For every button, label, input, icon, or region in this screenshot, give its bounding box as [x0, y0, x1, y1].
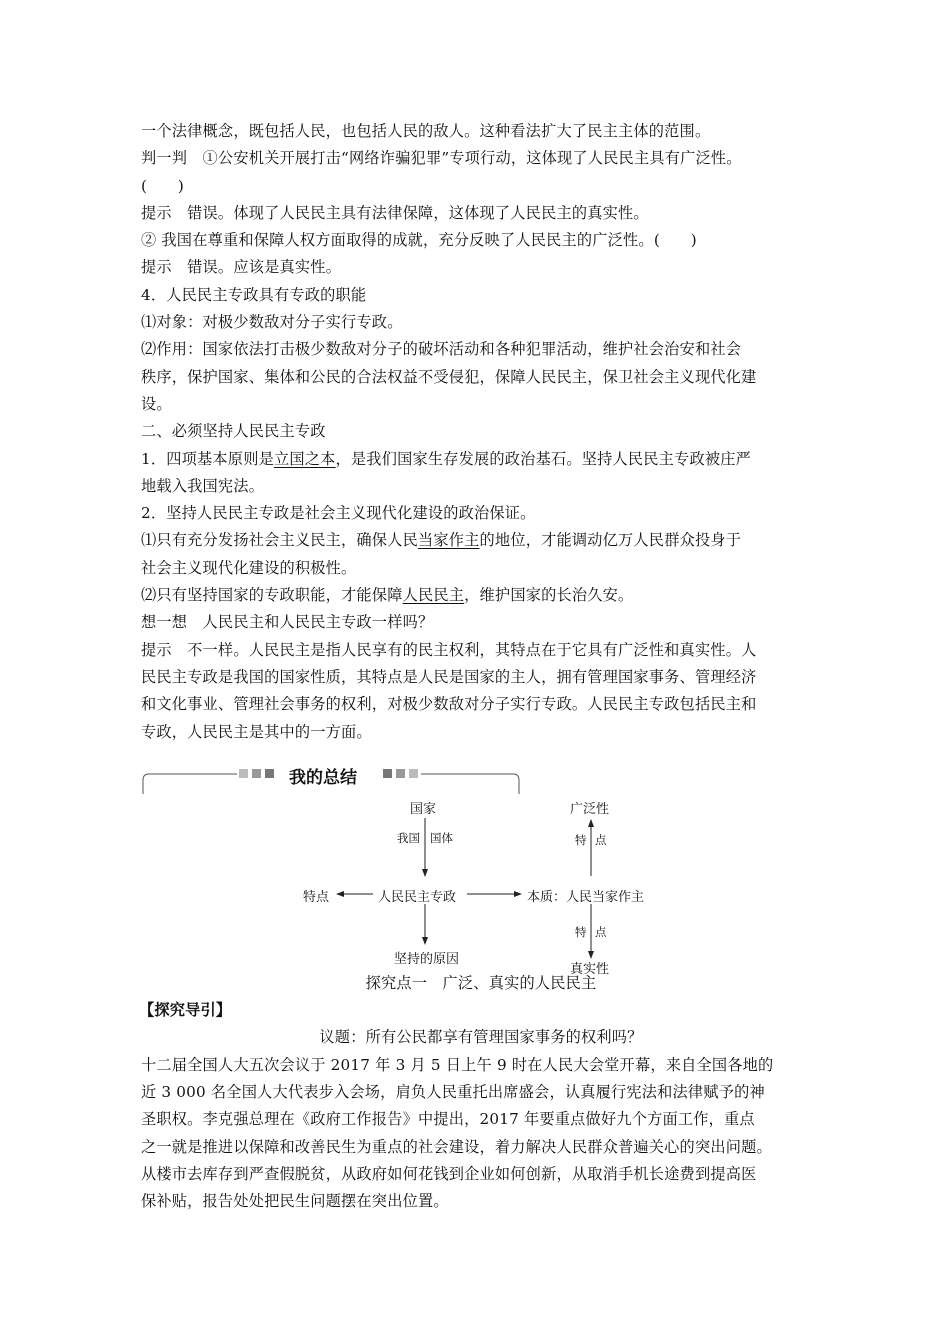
- node-center: 人民民主专政: [378, 889, 457, 905]
- text-line: [141, 582, 821, 609]
- text-line: 2．坚持人民民主专政是社会主义现代化建设的政治保证。: [141, 504, 536, 523]
- summary-diagram: [141, 796, 821, 977]
- hint-1: 提示 错误。体现了人民民主具有法律保障，这体现了人民民主的真实性。: [141, 203, 649, 222]
- text-line: 民民主专政是我国的国家性质，其特点是人民是国家的主人，拥有管理国家事务、管理经济: [141, 667, 757, 686]
- underlined-term: 当家作主: [417, 531, 480, 550]
- text-span: ，维护国家的长治久安。: [464, 586, 634, 605]
- text-line: ⑴对象：对极少数敌对分子实行专政。: [141, 313, 403, 332]
- text-line: 秩序，保护国家、集体和公民的合法权益不受侵犯，保障人民民主，保卫社会主义现代化建: [141, 367, 757, 386]
- summary-frame: [141, 754, 821, 796]
- topic-question: 议题：所有公民都享有管理国家事务的权利吗？: [319, 1028, 643, 1047]
- think-question: 想一想 人民民主和人民民主专政一样吗？: [141, 613, 434, 632]
- node-tedian: 特点: [303, 889, 330, 905]
- node-jianchi: 坚持的原因: [394, 951, 460, 967]
- label-guoti: 国体: [430, 830, 453, 845]
- label-dian: 点: [595, 924, 607, 939]
- text-span: 1．四项基本原则是: [141, 449, 274, 468]
- text-line: 一个法律概念，既包括人民，也包括人民的敌人。这种看法扩大了民主主体的范围。: [141, 122, 711, 140]
- node-zhenshi: 真实性: [570, 961, 610, 977]
- text-line: 近 3 000 名全国人大代表步入会场，肩负人民重托出席盛会，认真履行宪法和法律赋予的神: [141, 1083, 765, 1102]
- summary-title: 我的总结: [289, 767, 357, 788]
- text-line: 专政，人民民主是其中的一方面。: [141, 722, 372, 741]
- label-te: 特: [575, 924, 587, 939]
- text-line: 和文化事业、管理社会事务的权利，对极少数敌对分子实行专政。人民民主专政包括民主和: [141, 695, 757, 714]
- text-line: 提示 不一样。人民民主是指人民享有的民主权利，其特点在于它具有广泛性和真实性。人: [141, 640, 757, 659]
- text-line: 保补贴，报告处处把民生问题摆在突出位置。: [141, 1192, 449, 1211]
- underlined-term: 人民民主: [402, 586, 465, 605]
- section-two-heading: 二、必须坚持人民民主专政: [141, 422, 326, 441]
- text-line: [141, 527, 821, 554]
- label-woguo: 我国: [397, 830, 420, 845]
- text-span: ⑵只有坚持国家的专政职能，才能保障: [141, 586, 403, 605]
- document-page: [141, 118, 821, 1216]
- text-line: 社会主义现代化建设的积极性。: [141, 558, 357, 577]
- guide-label: 【探究导引】: [139, 1001, 232, 1020]
- hint-2: 提示 错误。应该是真实性。: [141, 258, 342, 277]
- summary-header: [141, 754, 821, 796]
- text-line: 设。: [141, 394, 172, 413]
- node-benzhi: 本质：人民当家作主: [527, 889, 645, 905]
- node-guojia: 国家: [410, 801, 437, 817]
- diagram-arrows: [141, 796, 821, 974]
- node-guangfan: 广泛性: [570, 801, 610, 817]
- label-te: 特: [575, 832, 587, 847]
- text-span: 的地位，才能调动亿万人民群众投身于: [479, 531, 742, 550]
- point-4-heading: 4．人民民主专政具有专政的职能: [141, 285, 367, 304]
- text-span: ⑴只有充分发扬社会主义民主，确保人民: [141, 531, 418, 550]
- answer-blank: ( ): [141, 176, 185, 195]
- text-span: ，是我们国家生存发展的政治基石。坚持人民民主专政被庄严: [335, 449, 751, 468]
- text-line: ⑵作用：国家依法打击极少数敌对分子的破坏活动和各种犯罪活动，维护社会治安和社会: [141, 340, 742, 359]
- text-line: [141, 446, 821, 473]
- text-line: 圣职权。李克强总理在《政府工作报告》中提出，2017 年要重点做好九个方面工作，重点: [141, 1110, 755, 1129]
- text-line: 从楼市去库存到严查假脱贫，从政府如何花钱到企业如何创新，从取消手机长途费到提高医: [141, 1164, 757, 1183]
- text-line: 之一就是推进以保障和改善民生为重点的社会建设，着力解决人民群众普遍关心的突出问题。: [141, 1137, 772, 1156]
- section-title: 探究点一 广泛、真实的人民民主: [365, 973, 597, 992]
- judge-question-1: 判一判 ①公安机关开展打击“网络诈骗犯罪”专项行动，这体现了人民民主具有广泛性。: [141, 149, 742, 168]
- text-line: 地载入我国宪法。: [141, 476, 265, 495]
- judge-question-2: ② 我国在尊重和保障人权方面取得的成就，充分反映了人民民主的广泛性。( ): [141, 231, 697, 250]
- label-dian: 点: [595, 832, 607, 847]
- text-line: 十二届全国人大五次会议于 2017 年 3 月 5 日上午 9 时在人民大会堂开幕，来自全国各地的: [141, 1055, 774, 1074]
- underlined-term: 立国之本: [273, 449, 336, 468]
